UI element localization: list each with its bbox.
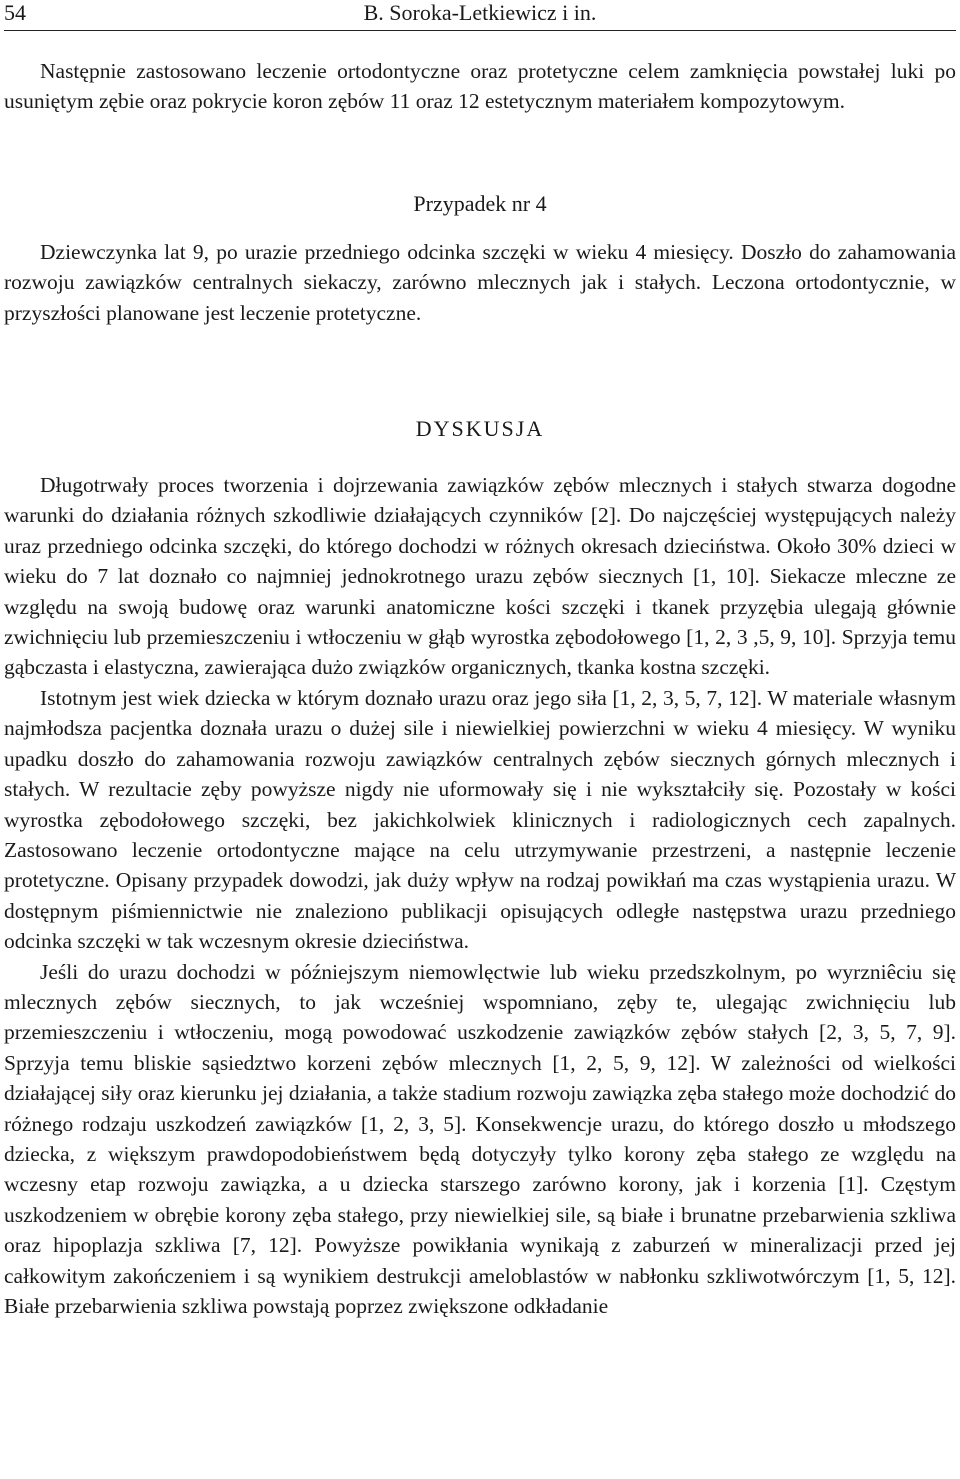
page-header: [4, 0, 956, 31]
discussion-paragraph-1: Długotrwały proces tworzenia i dojrzewania zawiązków zębów mlecznych i stałych stwarza dogodne warunki do działania różnych szkodliwie działających czynników [2]. Do najczęściej występujących należy uraz przedniego odcinka szczęki, do którego dochodzi w różnych okresach dzieciństwa. Około 30% dzieci w wieku do 7 lat doznało co najmniej jednokrotnego urazu zębów siecznych [1, 10]. Siekacze mleczne ze względu na swoją budowę oraz warunki anatomiczne kości szczęki i tkanek przyzębia ulegają głównie zwichnięciu lub przemieszczeniu i wtłoczeniu w głąb wyrostka zębodołowego [1, 2, 3 ,5, 9, 10]. Sprzyja temu gąbczasta i elastyczna, zawierająca dużo związków organicznych, tkanka kostna szczęki.: [4, 473, 956, 680]
case-paragraph: Dziewczynka lat 9, po urazie przedniego odcinka szczęki w wieku 4 miesięcy. Doszło do zahamowania rozwoju zawiązków centralnych siekaczy, zarówno mlecznych jak i stałych. Leczona ortodontycznie, w przyszłości planowane jest leczenie protetyczne.: [4, 239, 956, 325]
intro-paragraph: Następnie zastosowano leczenie ortodontyczne oraz protetyczne celem zamknięcia powstałej luki po usuniętym zębie oraz pokrycie koron zębów 11 oraz 12 estetycznym materiałem kompozytowym.: [4, 59, 956, 114]
discussion-paragraph-3: Jeśli do urazu dochodzi w późniejszym niemowlęctwie lub wieku przedszkolnym, po wyrzniêciu się mlecznych zębów siecznych, to jak wcześniej wspomniano, zęby te, ulegając zwichnięciu lub przemieszczeniu i wtłoczeniu, mogą powodować uszkodzenie zawiązków zębów stałych [2, 3, 5, 7, 9]. Sprzyja temu bliskie sąsiedztwo korzeni zębów mlecznych [1, 2, 5, 9, 12]. W zależności od wielkości działającej siły oraz kierunku jej działania, a także stadium rozwoju zawiązka zęba stałego może dochodzić do różnego rodzaju uszkodzeń zawiązków [1, 2, 3, 5]. Konsekwencje urazu, do którego doszło u młodszego dziecka, z większym prawdopodobieństwem będą dotyczyły tylko korony zęba stałego ze względu na wczesny etap rozwoju zawiązka, a u dziecka starszego zarówno korony, jak i korzenia [1]. Częstym uszkodzeniem w obrębie korony zęba stałego, przy niewielkiej sile, są białe i brunatne przebarwienia szkliwa oraz hipoplazja szkliwa [7, 12]. Powyższe powikłania wynikają z zaburzeń w mineralizacji przed jej całkowitym zakończeniem i są wynikiem destrukcji ameloblastów w nabłonku szkliwotwórczym [1, 5, 12]. Białe przebarwienia szkliwa powstają poprzez zwiększone odkładanie: [4, 959, 956, 1318]
page-number: 54: [4, 0, 26, 25]
article-body: [4, 56, 956, 1321]
case-heading: Przypadek nr 4: [413, 190, 547, 216]
discussion-paragraph-2: Istotnym jest wiek dziecka w którym doznało urazu oraz jego siła [1, 2, 3, 5, 7, 12]. W materiale własnym najmłodsza pacjentka doznała urazu o dużej sile i niewielkiej powierzchni w wieku 4 miesięcy. W wyniku upadku doszło do zahamowania rozwoju zawiązków centralnych zębów siecznych górnych mlecznych i stałych. W rezultacie zęby powyższe nigdy nie uformowały się i nie wykształciły się. Pozostały w kości wyrostka zębodołowego szczęki, bez jakichkolwiek klinicznych i radiologicznych cech zapalnych. Zastosowano leczenie ortodontyczne mające na celu utrzymywanie przestrzeni, a następnie leczenie protetyczne. Opisany przypadek dowodzi, jak duży wpływ na rodzaj powikłań ma czas wystąpienia urazu. W dostępnym piśmiennictwie nie znaleziono publikacji opisujących odległe następstwa urazu przedniego odcinka szczęki w tak wczesnym okresie dzieciństwa.: [4, 685, 956, 954]
running-head: B. Soroka-Letkiewicz i in.: [363, 0, 597, 25]
section-heading-discussion: DYSKUSJA: [415, 416, 545, 442]
